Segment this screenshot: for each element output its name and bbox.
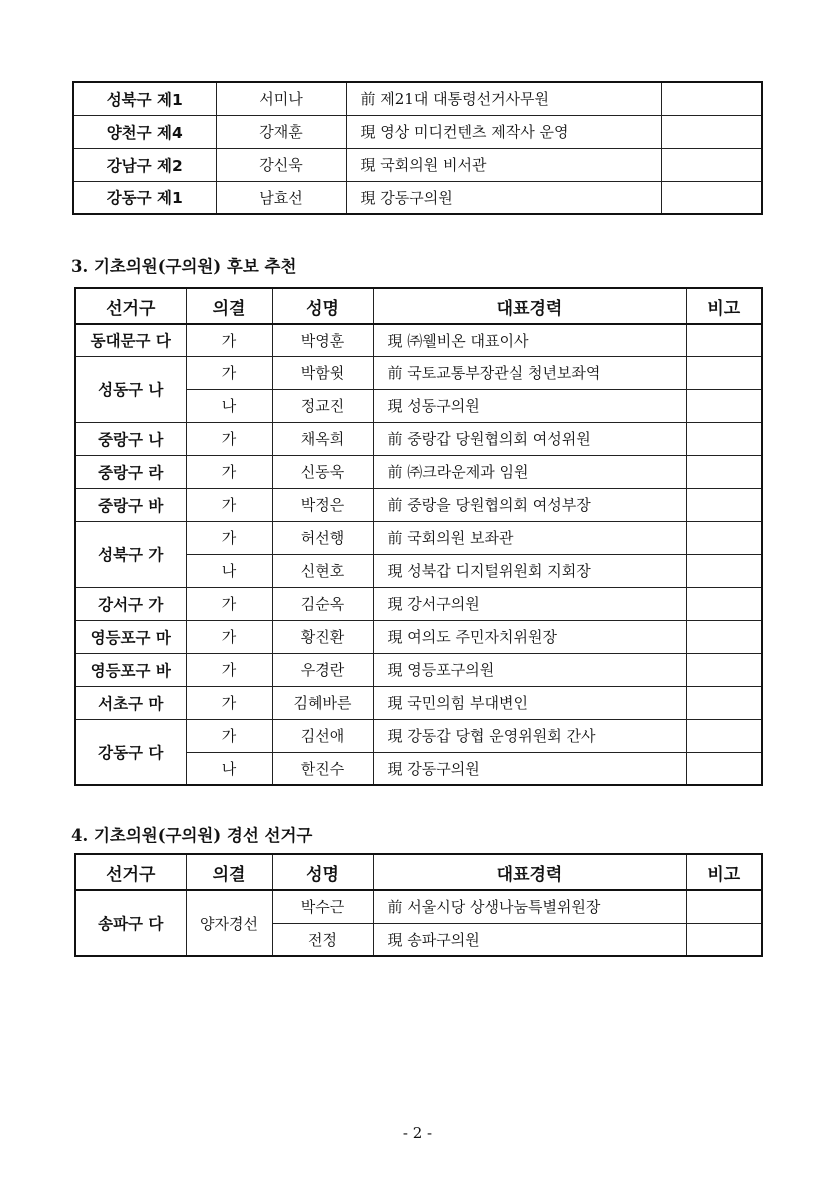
header-career: 대표경력 [373, 288, 686, 324]
note-cell [686, 653, 762, 686]
name-cell: 전정 [272, 923, 373, 956]
career-cell: 現 강동구의원 [373, 752, 686, 785]
name-cell: 강재훈 [216, 115, 346, 148]
name-cell: 박정은 [272, 488, 373, 521]
career-cell: 現 송파구의원 [373, 923, 686, 956]
district-cell: 강서구 가 [75, 587, 186, 620]
table-row [75, 587, 762, 620]
career-cell: 現 성동구의원 [373, 389, 686, 422]
note-cell [686, 890, 762, 923]
table-row [73, 181, 762, 214]
name-cell: 박영훈 [272, 324, 373, 356]
header-district: 선거구 [75, 854, 186, 890]
note-cell [686, 488, 762, 521]
note-cell [686, 521, 762, 554]
name-cell: 한진수 [272, 752, 373, 785]
header-name: 성명 [272, 288, 373, 324]
note-cell [661, 115, 762, 148]
name-cell: 김순옥 [272, 587, 373, 620]
candidate-recommendation-table [74, 287, 763, 786]
table-row [75, 488, 762, 521]
note-cell [686, 686, 762, 719]
ballot-cell: 가 [186, 455, 272, 488]
table-row [75, 521, 762, 554]
ballot-cell: 가 [186, 620, 272, 653]
note-cell [686, 422, 762, 455]
district-cell: 송파구 다 [75, 890, 186, 956]
career-cell: 現 강동구의원 [346, 181, 661, 214]
header-note: 비고 [686, 288, 762, 324]
district-cell: 강동구 다 [75, 719, 186, 785]
district-cell: 양천구 제4 [73, 115, 216, 148]
note-cell [686, 554, 762, 587]
ballot-cell: 가 [186, 653, 272, 686]
name-cell: 허선행 [272, 521, 373, 554]
career-cell: 現 국회의원 비서관 [346, 148, 661, 181]
name-cell: 김혜바른 [272, 686, 373, 719]
primary-district-table [74, 853, 763, 957]
table-row [75, 455, 762, 488]
career-cell: 現 영등포구의원 [373, 653, 686, 686]
table-row [73, 82, 762, 115]
table-row [75, 422, 762, 455]
ballot-cell: 나 [186, 554, 272, 587]
note-cell [686, 587, 762, 620]
name-cell: 박함윗 [272, 356, 373, 389]
table-row [75, 719, 762, 752]
district-cell: 중랑구 나 [75, 422, 186, 455]
table-header-row [75, 854, 762, 890]
table-row [75, 890, 762, 923]
career-cell: 現 ㈜웰비온 대표이사 [373, 324, 686, 356]
header-note: 비고 [686, 854, 762, 890]
district-cell: 성동구 나 [75, 356, 186, 422]
page-number: - 2 - [402, 1124, 433, 1142]
header-name: 성명 [272, 854, 373, 890]
note-cell [661, 82, 762, 115]
district-cell: 성북구 제1 [73, 82, 216, 115]
note-cell [686, 752, 762, 785]
ballot-cell: 나 [186, 752, 272, 785]
career-cell: 前 ㈜크라운제과 임원 [373, 455, 686, 488]
ballot-cell: 가 [186, 521, 272, 554]
name-cell: 남효선 [216, 181, 346, 214]
ballot-cell: 가 [186, 324, 272, 356]
district-cell: 서초구 마 [75, 686, 186, 719]
note-cell [686, 620, 762, 653]
header-career: 대표경력 [373, 854, 686, 890]
name-cell: 신동욱 [272, 455, 373, 488]
note-cell [661, 181, 762, 214]
career-cell: 前 국토교통부장관실 청년보좌역 [373, 356, 686, 389]
career-cell: 前 중랑갑 당원협의회 여성위원 [373, 422, 686, 455]
name-cell: 강신욱 [216, 148, 346, 181]
name-cell: 황진환 [272, 620, 373, 653]
career-cell: 前 중랑을 당원협의회 여성부장 [373, 488, 686, 521]
table-row [75, 324, 762, 356]
header-ballot: 의결 [186, 288, 272, 324]
table-row [75, 620, 762, 653]
note-cell [686, 356, 762, 389]
career-cell: 現 강동갑 당협 운영위원회 간사 [373, 719, 686, 752]
note-cell [686, 719, 762, 752]
district-cell: 영등포구 바 [75, 653, 186, 686]
career-cell: 前 서울시당 상생나눔특별위원장 [373, 890, 686, 923]
district-cell: 강남구 제2 [73, 148, 216, 181]
table-row [73, 148, 762, 181]
career-cell: 前 제21대 대통령선거사무원 [346, 82, 661, 115]
note-cell [686, 389, 762, 422]
section-4-title: 4. 기초의원(구의원) 경선 선거구 [71, 826, 313, 845]
ballot-cell: 가 [186, 686, 272, 719]
name-cell: 서미나 [216, 82, 346, 115]
table-header-row [75, 288, 762, 324]
name-cell: 우경란 [272, 653, 373, 686]
note-cell [686, 923, 762, 956]
ballot-cell: 양자경선 [186, 890, 272, 956]
career-cell: 現 성북갑 디지털위원회 지회장 [373, 554, 686, 587]
note-cell [686, 324, 762, 356]
ballot-cell: 가 [186, 422, 272, 455]
career-cell: 現 강서구의원 [373, 587, 686, 620]
table-row [73, 115, 762, 148]
section-3-title: 3. 기초의원(구의원) 후보 추천 [71, 257, 297, 276]
table-row [75, 653, 762, 686]
career-cell: 現 국민의힘 부대변인 [373, 686, 686, 719]
ballot-cell: 가 [186, 356, 272, 389]
district-cell: 중랑구 바 [75, 488, 186, 521]
career-cell: 現 여의도 주민자치위원장 [373, 620, 686, 653]
note-cell [686, 455, 762, 488]
district-cell: 강동구 제1 [73, 181, 216, 214]
header-ballot: 의결 [186, 854, 272, 890]
ballot-cell: 가 [186, 587, 272, 620]
table-row [75, 686, 762, 719]
note-cell [661, 148, 762, 181]
district-cell: 중랑구 라 [75, 455, 186, 488]
career-cell: 前 국회의원 보좌관 [373, 521, 686, 554]
name-cell: 박수근 [272, 890, 373, 923]
district-cell: 동대문구 다 [75, 324, 186, 356]
header-district: 선거구 [75, 288, 186, 324]
top-candidates-table [72, 81, 763, 215]
district-cell: 영등포구 마 [75, 620, 186, 653]
ballot-cell: 가 [186, 719, 272, 752]
name-cell: 신현호 [272, 554, 373, 587]
name-cell: 김선애 [272, 719, 373, 752]
ballot-cell: 나 [186, 389, 272, 422]
name-cell: 채옥희 [272, 422, 373, 455]
ballot-cell: 가 [186, 488, 272, 521]
name-cell: 정교진 [272, 389, 373, 422]
table-row [75, 356, 762, 389]
district-cell: 성북구 가 [75, 521, 186, 587]
career-cell: 現 영상 미디컨텐츠 제작사 운영 [346, 115, 661, 148]
